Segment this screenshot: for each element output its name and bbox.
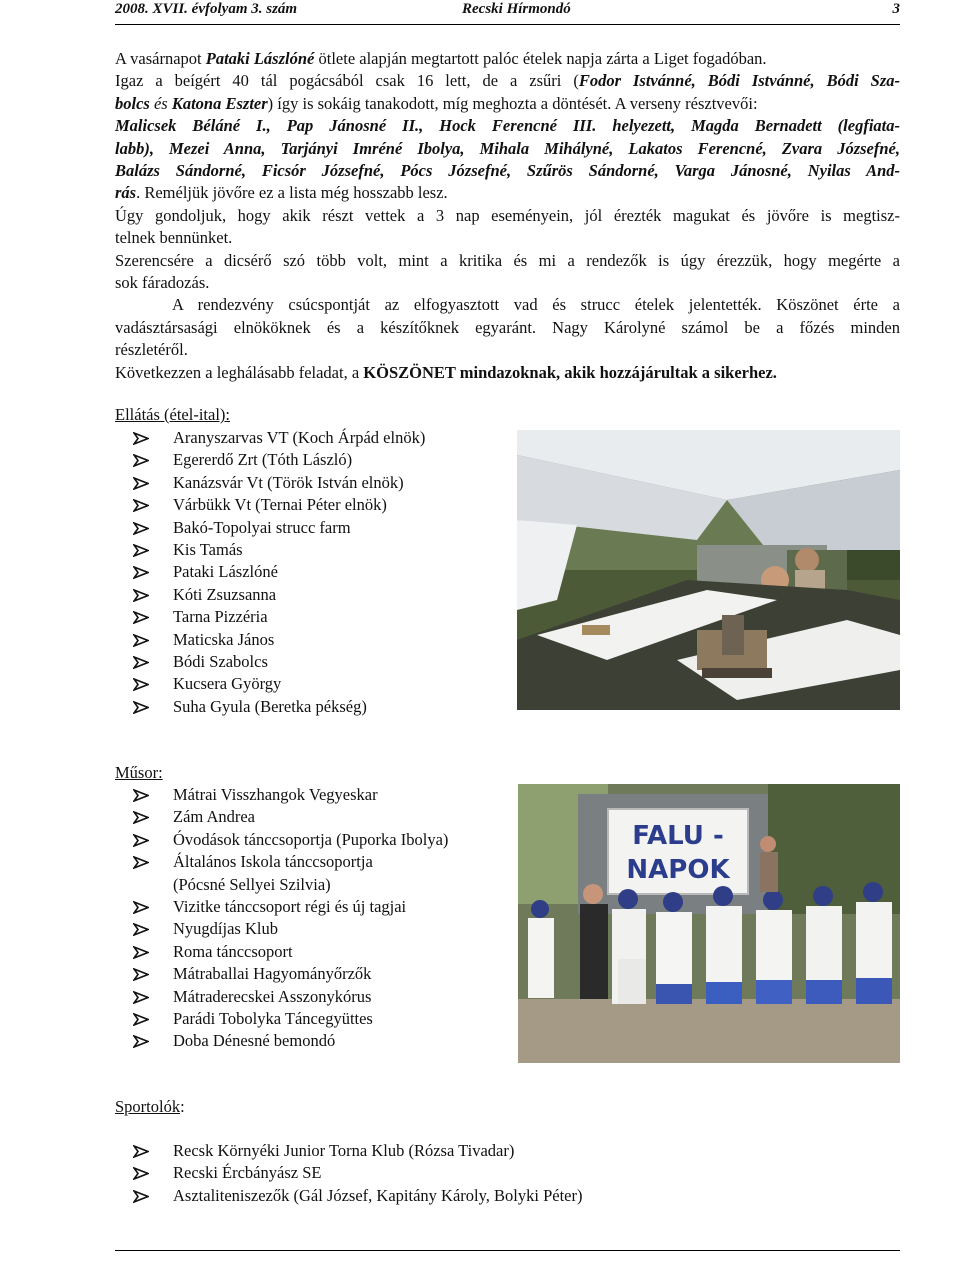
arrow-bullet-icon: [133, 901, 149, 914]
tent-photo: [517, 430, 900, 710]
list-item: [133, 561, 425, 583]
arrow-bullet-icon: [133, 499, 149, 512]
arrow-bullet-icon: [133, 432, 149, 445]
intro-line: vadásztársasági elnököknek és a készítőknek egyaránt. Nagy Károlyné számol be a főzés minden: [115, 317, 900, 337]
list-item-text: Aranyszarvas VT (Koch Árpád elnök): [173, 428, 426, 447]
arrow-bullet-icon: [133, 477, 149, 490]
musor-list: [133, 784, 448, 1053]
intro-line: rás. Reméljük jövőre ez a lista még hosszabb lesz.: [115, 183, 448, 203]
arrow-bullet-icon: [133, 1190, 149, 1203]
page-number: 3: [892, 1, 900, 17]
list-item-text: Várbükk Vt (Ternai Péter elnök): [173, 495, 387, 515]
arrow-bullet-icon: [133, 611, 149, 624]
list-item-text: Pataki Lászlóné: [173, 562, 278, 582]
arrow-bullet-icon: [133, 834, 149, 847]
list-item: [133, 963, 448, 985]
issue-label: 2008. XVII. évfolyam 3. szám: [115, 1, 298, 17]
list-item: [133, 673, 425, 695]
list-item: [133, 918, 448, 940]
arrow-bullet-icon: [133, 544, 149, 557]
list-item: [133, 1030, 448, 1052]
musor-title: Műsor:: [115, 763, 163, 782]
list-item: [133, 539, 425, 561]
arrow-bullet-icon: [133, 968, 149, 981]
list-item-text: Nyugdíjas Klub: [173, 919, 278, 939]
arrow-bullet-icon: [133, 1167, 149, 1180]
intro-line: labb), Mezei Anna, Tarjányi Imréné Ibolya, Mihala Mihályné, Lakatos Ferencné, Zvara Józsefné,: [115, 138, 900, 158]
intro-line: Balázs Sándorné, Ficsór Józsefné, Pócs Józsefné, Szűrös Sándorné, Varga Jánosné, Nyilas And-: [115, 161, 900, 181]
footer-rule: [115, 1250, 900, 1251]
arrow-bullet-icon: [133, 522, 149, 535]
list-item-text: Általános Iskola tánccsoportja: [173, 852, 373, 872]
list-item: [133, 1162, 582, 1184]
intro-text: [115, 48, 900, 384]
list-item-text: Mátrai Visszhangok Vegyeskar: [173, 785, 378, 804]
sign-line2: NAPOK: [626, 855, 730, 885]
arrow-bullet-icon: [133, 656, 149, 669]
list-item: [133, 1185, 582, 1207]
list-item: [133, 896, 448, 918]
list-item: [133, 449, 425, 471]
arrow-bullet-icon: [133, 811, 149, 824]
sportolok-title: Sportolók:: [115, 1097, 185, 1116]
intro-line: Következzen a leghálásabb feladat, a KÖSZÖNET mindazoknak, akik hozzájárultak a sikerhez.: [115, 362, 777, 382]
list-item: [133, 829, 448, 851]
list-item: [133, 629, 425, 651]
intro-line: bolcs és Katona Eszter) így is sokáig tanakodott, míg meghozta a döntését. A verseny résztvevői:: [115, 93, 758, 113]
list-item: [133, 606, 425, 628]
list-item-text: Mátraderecskei Asszonykórus: [173, 986, 372, 1006]
arrow-bullet-icon: [133, 678, 149, 691]
list-item-text: Maticska János: [173, 629, 275, 649]
intro-line: A rendezvény csúcspontját az elfogyasztott vad és strucc ételek jelentették. Köszönet érte a: [172, 295, 900, 315]
arrow-bullet-icon: [133, 1035, 149, 1048]
ellatas-title: Ellátás (étel-ital):: [115, 405, 230, 424]
arrow-bullet-icon: [133, 701, 149, 714]
intro-line: telnek bennünket.: [115, 228, 233, 248]
list-item-text: Asztaliteniszezők (Gál József, Kapitány Károly, Bolyki Péter): [173, 1185, 583, 1205]
arrow-bullet-icon: [133, 589, 149, 602]
intro-line: Úgy gondoljuk, hogy akik részt vettek a 3 nap eseményein, jól érezték magukat és jövőre is megtisz-: [115, 205, 900, 225]
arrow-bullet-icon: [133, 789, 149, 802]
intro-line: Igaz a beígért 40 tál pogácsából csak 16 lett, de a zsűri (Fodor Istvánné, Bódi Istvánné, Bódi Sza-: [115, 71, 900, 91]
list-item-text: Óvodások tánccsoportja (Puporka Ibolya): [173, 829, 449, 849]
list-item: [133, 986, 448, 1008]
list-item: [133, 651, 425, 673]
intro-line: sok fáradozás.: [115, 273, 210, 293]
arrow-bullet-icon: [133, 1013, 149, 1026]
arrow-bullet-icon: [133, 634, 149, 647]
list-item-text: Bakó-Topolyai strucc farm: [173, 517, 351, 537]
list-item: [133, 806, 448, 828]
list-item-text: Bódi Szabolcs: [173, 652, 268, 672]
list-item-text: Kanázsvár Vt (Török István elnök): [173, 472, 404, 492]
arrow-bullet-icon: [133, 566, 149, 579]
list-item-text: Kis Tamás: [173, 540, 243, 560]
list-item-text: Zám Andrea: [173, 807, 256, 827]
list-item-text: Recsk Környéki Junior Torna Klub (Rózsa Tivadar): [173, 1141, 515, 1160]
list-item: [133, 494, 425, 516]
list-item-text: Parádi Tobolyka Táncegyüttes: [173, 1009, 373, 1029]
arrow-bullet-icon: [133, 454, 149, 467]
list-item: [133, 941, 448, 963]
list-item: [133, 584, 425, 606]
list-item-text: Mátraballai Hagyományőrzők: [173, 964, 372, 984]
intro-line: A vasárnapot Pataki Lászlóné ötlete alapján megtartott palóc ételek napja zárta a Liget fogadóban.: [115, 49, 767, 68]
list-item-text: Tarna Pizzéria: [173, 607, 268, 627]
newspaper-title: Recski Hírmondó: [462, 1, 571, 17]
list-item-text: (Pócsné Sellyei Szilvia): [173, 874, 331, 894]
arrow-bullet-icon: [133, 923, 149, 936]
arrow-bullet-icon: [133, 1145, 149, 1158]
ellatas-list: [133, 427, 425, 718]
intro-line: Szerencsére a dicsérő szó több volt, mint a kritika és mi a rendezők is úgy érezzük, hogy megérte a: [115, 250, 900, 270]
list-item: [133, 1140, 582, 1162]
list-item: [133, 874, 448, 896]
dancers-photo: [518, 784, 900, 1063]
list-item-text: Doba Dénesné bemondó: [173, 1031, 336, 1051]
list-item-text: Vizitke tánccsoport régi és új tagjai: [173, 897, 407, 917]
list-item-text: Roma tánccsoport: [173, 941, 293, 961]
list-item: [133, 427, 425, 449]
list-item-text: Kóti Zsuzsanna: [173, 584, 277, 604]
list-item: [133, 851, 448, 873]
sportolok-list: [133, 1140, 582, 1207]
list-item: [133, 517, 425, 539]
intro-line: részletéről.: [115, 340, 188, 360]
arrow-bullet-icon: [133, 856, 149, 869]
list-item: [133, 472, 425, 494]
list-item-text: Kucsera György: [173, 674, 282, 694]
arrow-bullet-icon: [133, 991, 149, 1004]
list-item: [133, 696, 425, 718]
sign-line1: FALU -: [632, 821, 724, 851]
page-header: [115, 0, 900, 25]
arrow-bullet-icon: [133, 946, 149, 959]
list-item-text: Suha Gyula (Beretka pékség): [173, 696, 367, 716]
intro-line: Malicsek Béláné I., Pap Jánosné II., Hock Ferencné III. helyezett, Magda Bernadett (legfiata-: [115, 116, 900, 136]
list-item: [133, 1008, 448, 1030]
list-item-text: Recski Ércbányász SE: [173, 1163, 322, 1183]
list-item: [133, 784, 448, 806]
list-item-text: Egererdő Zrt (Tóth László): [173, 450, 353, 470]
